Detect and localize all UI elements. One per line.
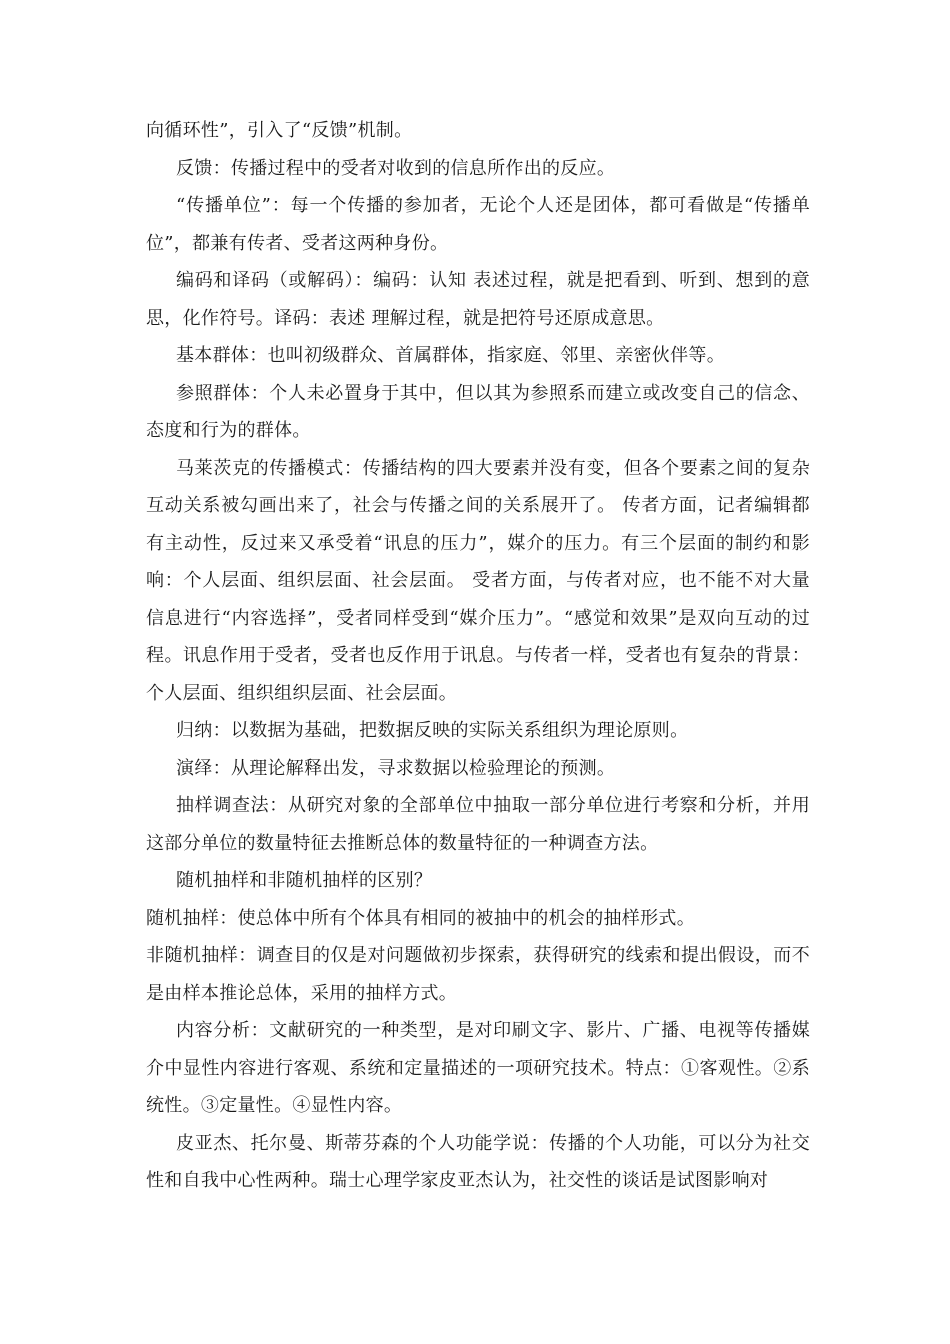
paragraph-personal-function: 皮亚杰、托尔曼、斯蒂芬森的个人功能学说：传播的个人功能，可以分为社交性和自我中心性两种。瑞士心理学家皮亚杰认为，社交性的谈话是试图影响对 [146, 1132, 810, 1191]
paragraph-induction: 归纳：以数据为基础，把数据反映的实际关系组织为理论原则。 [176, 720, 689, 741]
paragraph-nonrandom-sampling: 非随机抽样：调查目的仅是对问题做初步探索，获得研究的线索和提出假设，而不是由样本推论总体，采用的抽样方式。 [146, 945, 810, 1004]
paragraph-reference-group: 参照群体：个人未必置身于其中，但以其为参照系而建立或改变自己的信念、态度和行为的群体。 [146, 382, 810, 441]
paragraph-maletzke-model: 马莱茨克的传播模式：传播结构的四大要素并没有变，但各个要素之间的复杂互动关系被勾画出来了，社会与传播之间的关系展开了。 传者方面，记者编辑都有主动性，反过来又承受着“讯息的压力”，媒介的压力。有三个层面的制约和影响：个人层面、组织层面、社会层面。 受者方面，与传者对应，也不能不对大量信息进行“内容选择”，受者同样受到“媒介压力”。“感觉和效果”是双向互动的过程。讯息作用于受者，受者也反作用于讯息。与传者一样，受者也有复杂的背景：个人层面、组织组织层面、社会层面。 [146, 457, 810, 704]
paragraph-feedback-intro: 向循环性”，引入了“反馈”机制。 [146, 120, 413, 141]
paragraph-encoding-decoding: 编码和译码（或解码）：编码：认知 表述过程，就是把看到、听到、想到的意思，化作符号。译码：表述 理解过程，就是把符号还原成意思。 [146, 270, 810, 329]
document-body [146, 112, 810, 1200]
paragraph-content-analysis: 内容分析：文献研究的一种类型，是对印刷文字、影片、广播、电视等传播媒介中显性内容进行客观、系统和定量描述的一项研究技术。特点：①客观性。②系统性。③定量性。④显性内容。 [146, 1020, 810, 1116]
paragraph-sampling-survey: 抽样调查法：从研究对象的全部单位中抽取一部分单位进行考察和分析，并用这部分单位的数量特征去推断总体的数量特征的一种调查方法。 [146, 795, 810, 854]
paragraph-communication-unit: “传播单位”：每一个传播的参加者，无论个人还是团体，都可看做是“传播单位”，都兼有传者、受者这两种身份。 [146, 195, 810, 254]
paragraph-deduction: 演绎：从理论解释出发，寻求数据以检验理论的预测。 [176, 757, 616, 779]
paragraph-primary-group: 基本群体：也叫初级群众、首属群体，指家庭、邻里、亲密伙伴等。 [176, 345, 725, 366]
paragraph-feedback-definition: 反馈：传播过程中的受者对收到的信息所作出的反应。 [176, 157, 616, 179]
paragraph-random-sampling: 随机抽样：使总体中所有个体具有相同的被抽中的机会的抽样形式。 [146, 907, 695, 929]
paragraph-sampling-question: 随机抽样和非随机抽样的区别？ [176, 870, 433, 891]
